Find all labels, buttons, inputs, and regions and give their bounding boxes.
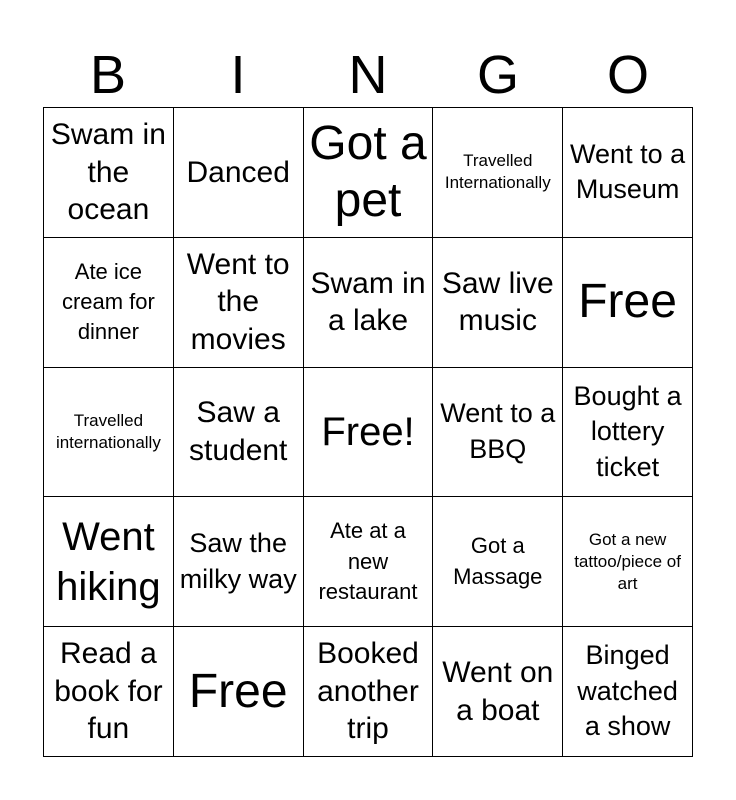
cell-text: Saw live music [441,266,554,338]
header-letter-g: G [476,45,519,105]
cell-text: Swam in the ocean [50,118,166,227]
header-letter-b: B [89,45,127,105]
bingo-cell-r4-c5[interactable] [563,497,693,627]
cell-text: Danced [186,155,290,189]
cell-text: Saw a student [188,396,288,467]
bingo-cell-r5-c3[interactable] [304,627,434,757]
bingo-cell-r3-c1[interactable] [44,368,174,498]
cell-text: Swam in a lake [310,266,426,338]
bingo-cell-r5-c4[interactable] [433,627,563,757]
cell-text: Saw the milky way [179,528,297,594]
cell-text: Went on a boat [442,656,554,727]
bingo-cell-r1-c5[interactable] [563,108,693,238]
cell-text: Free! [321,409,415,454]
bingo-cell-r4-c3[interactable] [304,497,434,627]
cell-text: Got a new tattoo/piece of art [574,529,681,593]
cell-text: Ate ice cream for dinner [61,258,155,345]
bingo-cell-r3-c2[interactable] [174,368,304,498]
bingo-cell-r1-c3[interactable] [304,108,434,238]
bingo-cell-r2-c3[interactable] [304,238,434,368]
header-letter-i: I [230,45,246,105]
cell-text: Went to the movies [186,247,290,356]
cell-text: Got a pet [309,116,427,228]
cell-text: Bought a lottery ticket [573,380,682,482]
cell-text: Went to a Museum [570,138,686,205]
cell-text: Travelled Internationally [444,151,551,193]
cell-text: Read a book for fun [54,637,163,746]
bingo-cell-r3-c3[interactable] [304,368,434,498]
bingo-cell-r3-c4[interactable] [433,368,563,498]
bingo-cell-r4-c1[interactable] [44,497,174,627]
bingo-cell-r5-c5[interactable] [563,627,693,757]
cell-text: Got a Massage [453,533,543,589]
bingo-cell-r3-c5[interactable] [563,368,693,498]
cell-text: Booked another trip [317,637,419,746]
bingo-cell-r1-c2[interactable] [174,108,304,238]
cell-text: Ate at a new restaurant [318,518,418,604]
bingo-cell-r2-c2[interactable] [174,238,304,368]
cell-text: Free [188,664,288,718]
bingo-cell-r1-c1[interactable] [44,108,174,238]
bingo-cell-r2-c5[interactable] [563,238,693,368]
header-letter-n: N [348,45,388,105]
bingo-cell-r2-c1[interactable] [44,238,174,368]
bingo-grid [43,107,693,757]
cell-text: Went hiking [56,514,161,609]
bingo-header [43,42,693,108]
cell-text: Went to a BBQ [440,398,556,464]
cell-text: Binged watched a show [577,640,678,742]
cell-text: Travelled internationally [55,410,161,452]
bingo-cell-r1-c4[interactable] [433,108,563,238]
cell-text: Free [578,275,677,329]
bingo-cell-r4-c4[interactable] [433,497,563,627]
bingo-cell-r2-c4[interactable] [433,238,563,368]
bingo-cell-r4-c2[interactable] [174,497,304,627]
header-letter-o: O [606,45,649,105]
bingo-cell-r5-c1[interactable] [44,627,174,757]
bingo-cell-r5-c2[interactable] [174,627,304,757]
